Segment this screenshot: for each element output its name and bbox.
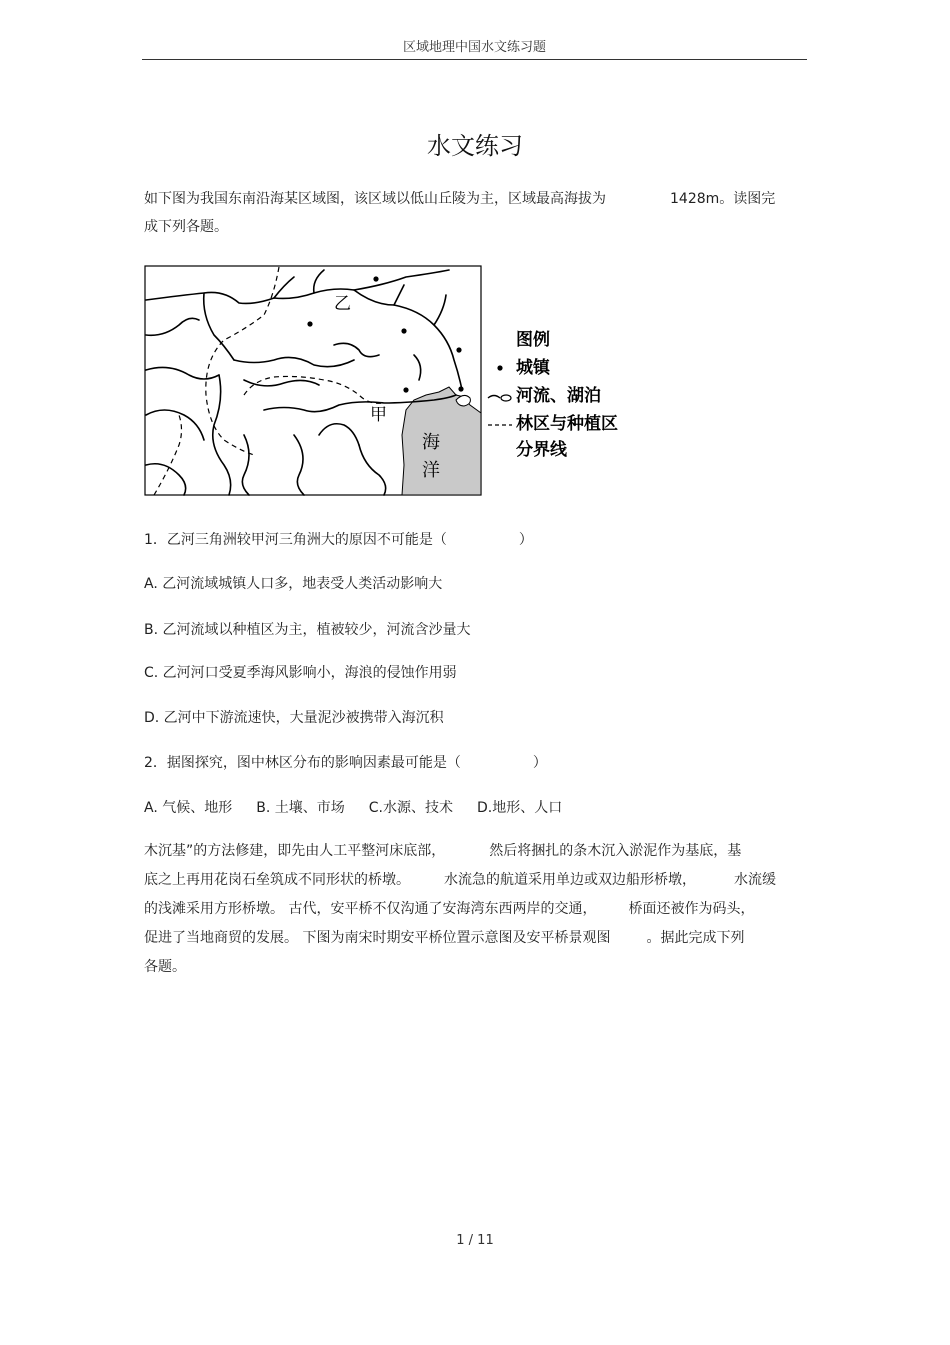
passage-2a: 底之上再用花岗石垒筑成不同形状的桥墩。 (144, 872, 410, 888)
intro-line-2: 成下列各题。 (144, 219, 228, 235)
q1-stem-close: ） (518, 532, 533, 548)
q1-stem (144, 529, 533, 549)
document-title: 水文练习 (427, 132, 523, 160)
q2-option-c: C.水源、技术 (368, 800, 453, 816)
intro-text-a: 如下图为我国东南沿海某区域图，该区域以低山丘陵为主，区域最高海拔为 (144, 191, 606, 207)
q2-options (144, 797, 562, 817)
passage-3a: 的浅滩采用方形桥墩。 古代，安平桥不仅沟通了安海湾东西两岸的交通， (144, 901, 597, 917)
q2-option-b: B. 土壤、市场 (256, 800, 345, 816)
map-legend (488, 329, 618, 460)
q2-stem (144, 752, 547, 772)
q2-stem-close: ） (532, 755, 547, 771)
q2-option-a: A. 气候、地形 (144, 800, 233, 816)
passage-2c: 水流缓 (734, 872, 776, 888)
region-map (144, 265, 642, 496)
passage-line-1 (144, 840, 741, 860)
passage-line-2 (144, 869, 776, 889)
q1-option-c: C. 乙河河口受夏季海风影响小，海浪的侵蚀作用弱 (144, 665, 457, 681)
legend-town-symbol (497, 365, 502, 370)
label-sea-2: 洋 (422, 460, 440, 481)
legend-river: 河流、湖泊 (516, 386, 601, 406)
legend-river-symbol (488, 396, 500, 399)
q1-stem-text: 1．乙河三角洲较甲河三角洲大的原因不可能是（ (144, 532, 447, 548)
label-jia: 甲 (370, 405, 387, 425)
running-header: 区域地理中国水文练习题 (402, 40, 546, 55)
legend-boundary-2: 分界线 (516, 440, 567, 460)
legend-title: 图例 (516, 330, 550, 350)
passage-1a: 木沉基”的方法修建，即先由人工平整河床底部， (144, 843, 446, 859)
passage-3b: 桥面还被作为码头， (628, 901, 755, 917)
label-yi: 乙 (334, 294, 351, 314)
passage-1b: 然后将捆扎的条木沉入淤泥作为基底，基 (489, 843, 742, 859)
label-sea-1: 海 (422, 432, 440, 453)
page-number: 1 / 11 (456, 1233, 494, 1248)
passage-line-4 (144, 927, 744, 947)
q1-option-b: B. 乙河流域以种植区为主，植被较少，河流含沙量大 (144, 622, 471, 638)
q2-stem-text: 2．据图探究，图中林区分布的影响因素最可能是（ (144, 755, 461, 771)
passage-4b: 。据此完成下列 (646, 930, 745, 946)
intro-text-b: 1428m。读图完 (670, 191, 776, 207)
header-rule (142, 59, 807, 60)
q1-option-a: A. 乙河流域城镇人口多，地表受人类活动影响大 (144, 576, 443, 592)
passage-line-5: 各题。 (144, 959, 186, 975)
legend-boundary-1: 林区与种植区 (516, 414, 618, 434)
passage-4a: 促进了当地商贸的发展。 下图为南宋时期安平桥位置示意图及安平桥景观图 (144, 930, 611, 946)
passage-line-3 (144, 898, 754, 918)
q2-option-d: D.地形、人口 (476, 800, 563, 816)
passage-2b: 水流急的航道采用单边或双边船形桥墩， (444, 872, 696, 888)
q1-option-d: D. 乙河中下游流速快，大量泥沙被携带入海沉积 (144, 710, 444, 726)
legend-town: 城镇 (516, 358, 550, 378)
intro-line-1 (144, 188, 775, 208)
